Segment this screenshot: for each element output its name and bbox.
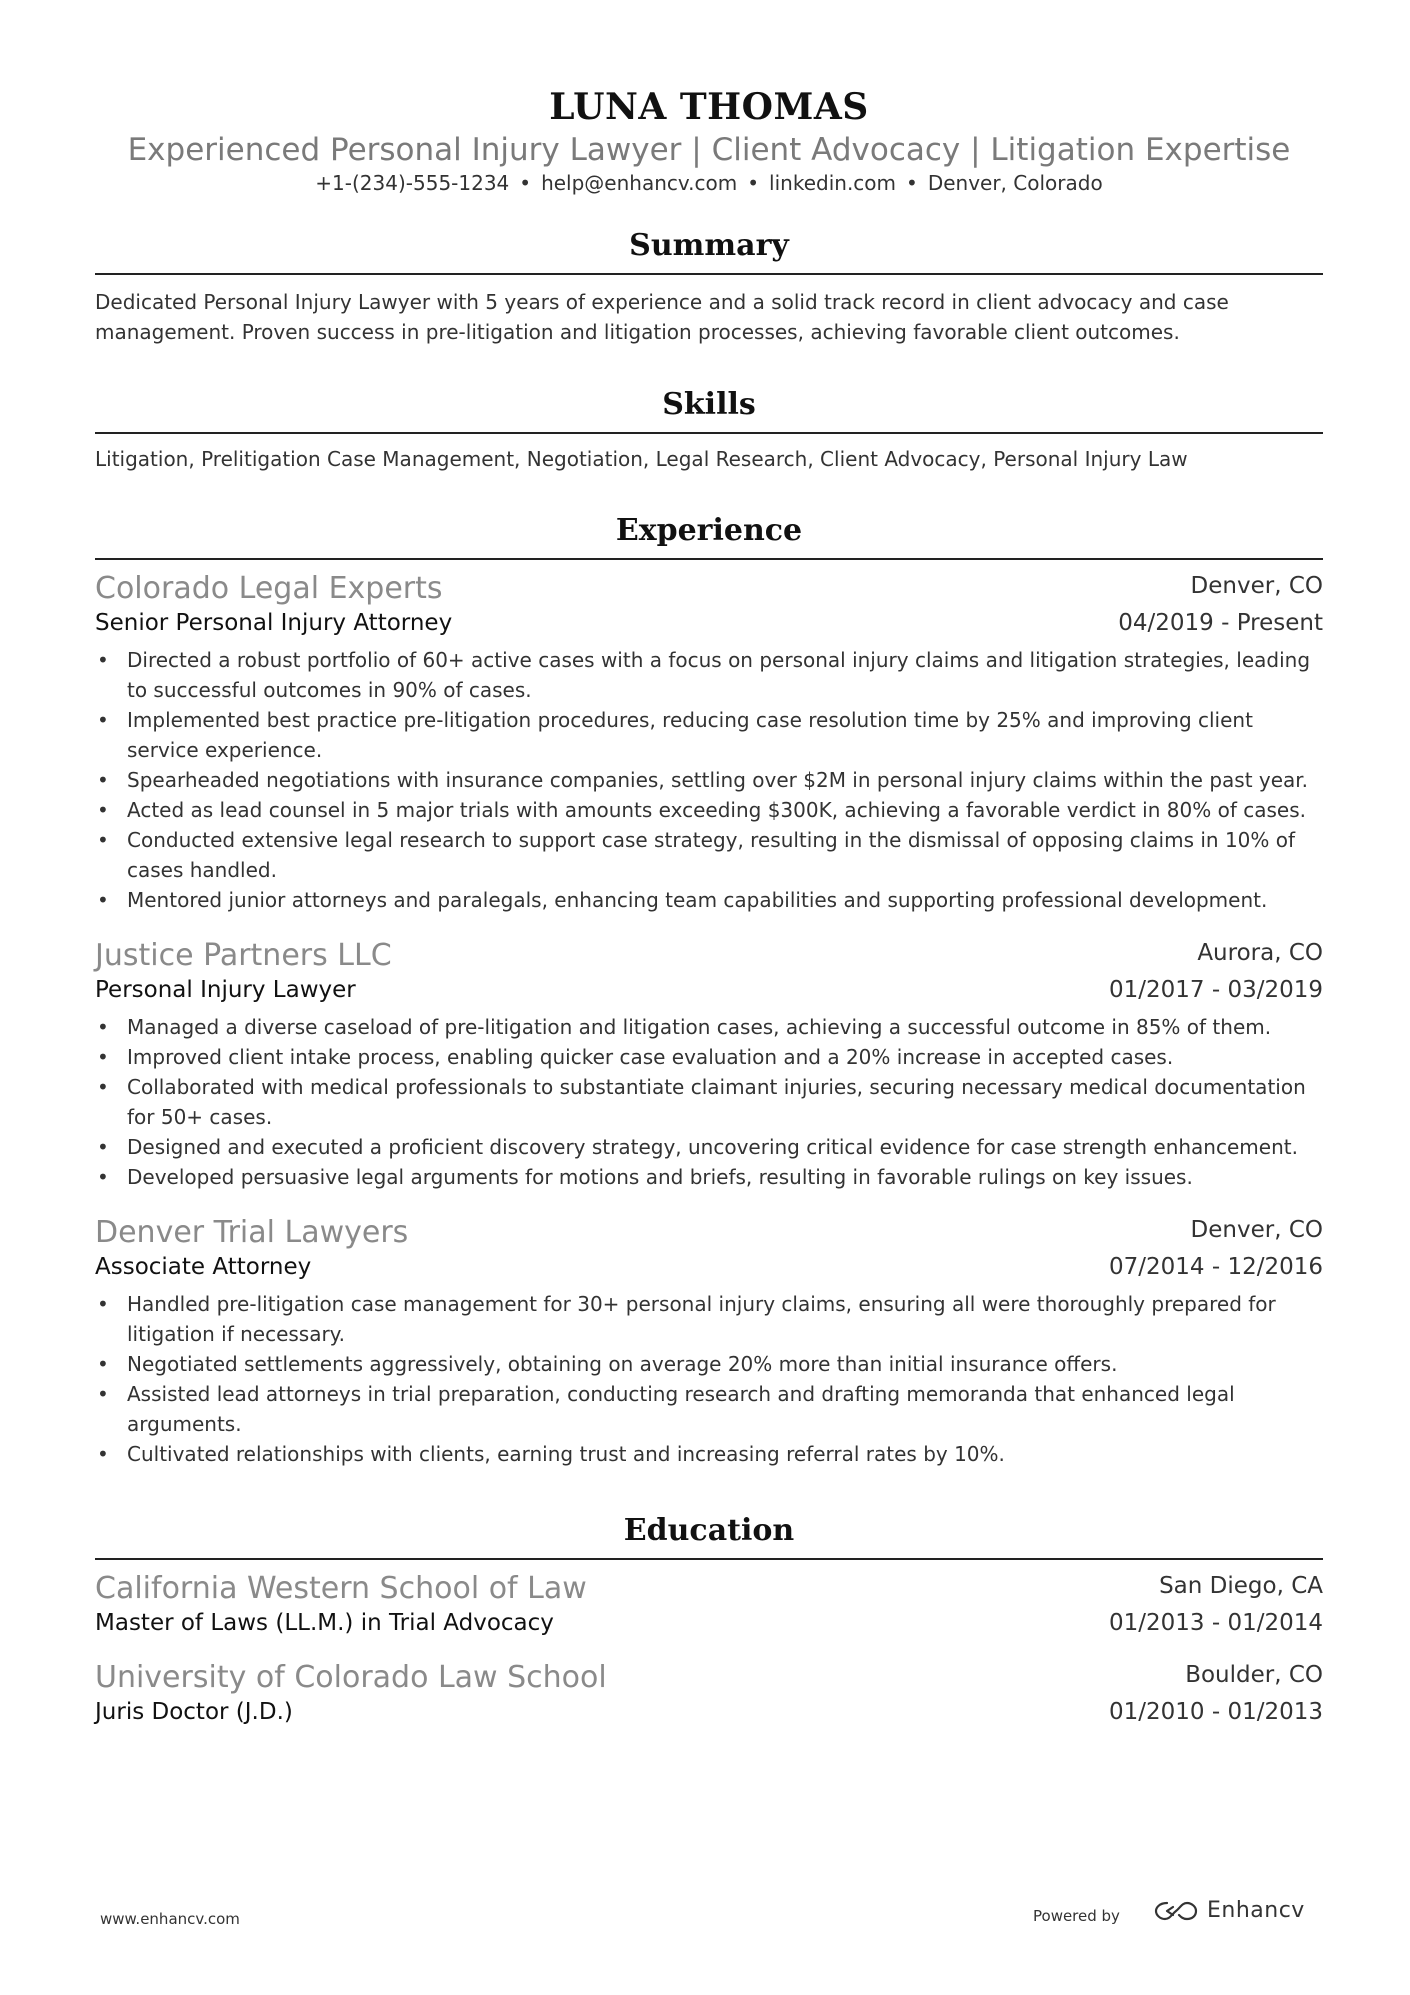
enhancv-logo[interactable]	[1153, 1898, 1305, 1923]
list-item: • Developed persuasive legal arguments for motions and briefs, resulting in favorable rulings on key issues.	[95, 1162, 1323, 1192]
section-title-skills: Skills	[662, 387, 756, 422]
job-location: Denver, CO	[1190, 1217, 1323, 1243]
education-dates: 01/2010 - 01/2013	[1108, 1699, 1323, 1725]
list-item: • Managed a diverse caseload of pre-litigation and litigation cases, achieving a successful outcome in 85% of them.	[95, 1012, 1323, 1042]
job-bullets	[95, 1012, 1323, 1192]
bullet-separator: •	[747, 171, 760, 195]
list-item: • Improved client intake process, enabling quicker case evaluation and a 20% increase in accepted cases.	[95, 1042, 1323, 1072]
section-divider	[95, 1558, 1323, 1560]
list-item: • Negotiated settlements aggressively, obtaining on average 20% more than initial insurance offers.	[95, 1349, 1323, 1379]
bullet-separator: •	[906, 171, 918, 195]
bullet-separator: •	[519, 171, 532, 195]
job-dates: 07/2014 - 12/2016	[1108, 1254, 1323, 1280]
section-title-education: Education	[623, 1513, 795, 1548]
skills-text: Litigation, Prelitigation Case Management, Negotiation, Legal Research, Client Advocacy, Personal Injury Law	[95, 447, 1188, 471]
section-title-summary: Summary	[629, 228, 789, 263]
footer-url[interactable]: www.enhancv.com	[100, 1910, 240, 1928]
school-name: California Western School of Law	[95, 1571, 587, 1606]
company-name: Denver Trial Lawyers	[95, 1215, 409, 1250]
list-item: • Designed and executed a proficient discovery strategy, uncovering critical evidence for case strength enhancement.	[95, 1132, 1323, 1162]
linkedin-link[interactable]: linkedin.com	[769, 171, 897, 195]
section-divider	[95, 558, 1323, 560]
list-item: • Cultivated relationships with clients, earning trust and increasing referral rates by 10%.	[95, 1439, 1323, 1469]
degree: Juris Doctor (J.D.)	[95, 1699, 293, 1725]
school-location: Boulder, CO	[1185, 1662, 1323, 1688]
list-item: • Implemented best practice pre-litigation procedures, reducing case resolution time by 25% and improving client service experience.	[95, 705, 1323, 765]
list-item: • Collaborated with medical professionals to substantiate claimant injuries, securing necessary medical documentation for 50+ cases.	[95, 1072, 1323, 1132]
summary-text: Dedicated Personal Injury Lawyer with 5 years of experience and a solid track record in client advocacy and case management. Proven success in pre-litigation and litigation processes, achieving favorable client outcomes.	[95, 290, 1229, 344]
enhancv-logo-icon	[1153, 1899, 1199, 1923]
list-item: • Acted as lead counsel in 5 major trials with amounts exceeding $300K, achieving a favorable verdict in 80% of cases.	[95, 795, 1323, 825]
list-item: • Assisted lead attorneys in trial preparation, conducting research and drafting memoranda that enhanced legal arguments.	[95, 1379, 1323, 1439]
location: Denver, Colorado	[927, 171, 1103, 195]
contact-line	[95, 170, 1323, 197]
list-item: • Spearheaded negotiations with insurance companies, settling over $2M in personal injury claims within the past year.	[95, 765, 1323, 795]
list-item: • Mentored junior attorneys and paralegals, enhancing team capabilities and supporting professional development.	[95, 885, 1323, 915]
job-bullets	[95, 1289, 1323, 1469]
job-title: Associate Attorney	[95, 1254, 312, 1280]
phone[interactable]: +1-(234)-555-1234	[315, 171, 510, 195]
powered-by-label: Powered by	[1033, 1907, 1120, 1925]
company-name: Justice Partners LLC	[95, 938, 392, 973]
enhancv-logo-text: Enhancv	[1207, 1898, 1305, 1923]
section-divider	[95, 273, 1323, 275]
company-name: Colorado Legal Experts	[95, 571, 443, 606]
list-item: • Conducted extensive legal research to support case strategy, resulting in the dismissal of opposing claims in 10% of cases handled.	[95, 825, 1323, 885]
job-dates: 04/2019 - Present	[1118, 610, 1323, 636]
list-item: • Directed a robust portfolio of 60+ active cases with a focus on personal injury claims and litigation strategies, leading to successful outcomes in 90% of cases.	[95, 645, 1323, 705]
job-dates: 01/2017 - 03/2019	[1108, 977, 1323, 1003]
job-location: Denver, CO	[1190, 573, 1323, 599]
job-title: Personal Injury Lawyer	[95, 977, 356, 1003]
list-item: • Handled pre-litigation case management for 30+ personal injury claims, ensuring all were thoroughly prepared for litigation if necessary.	[95, 1289, 1323, 1349]
job-title: Senior Personal Injury Attorney	[95, 610, 453, 636]
school-location: San Diego, CA	[1159, 1573, 1323, 1599]
candidate-name: LUNA THOMAS	[549, 86, 869, 128]
degree: Master of Laws (LL.M.) in Trial Advocacy	[95, 1610, 554, 1636]
email[interactable]: help@enhancv.com	[541, 171, 738, 195]
section-title-experience: Experience	[615, 513, 803, 548]
candidate-headline: Experienced Personal Injury Lawyer | Client Advocacy | Litigation Expertise	[127, 132, 1291, 168]
education-dates: 01/2013 - 01/2014	[1108, 1610, 1323, 1636]
job-bullets	[95, 645, 1323, 915]
school-name: University of Colorado Law School	[95, 1660, 607, 1695]
section-divider	[95, 432, 1323, 434]
job-location: Aurora, CO	[1197, 940, 1323, 966]
